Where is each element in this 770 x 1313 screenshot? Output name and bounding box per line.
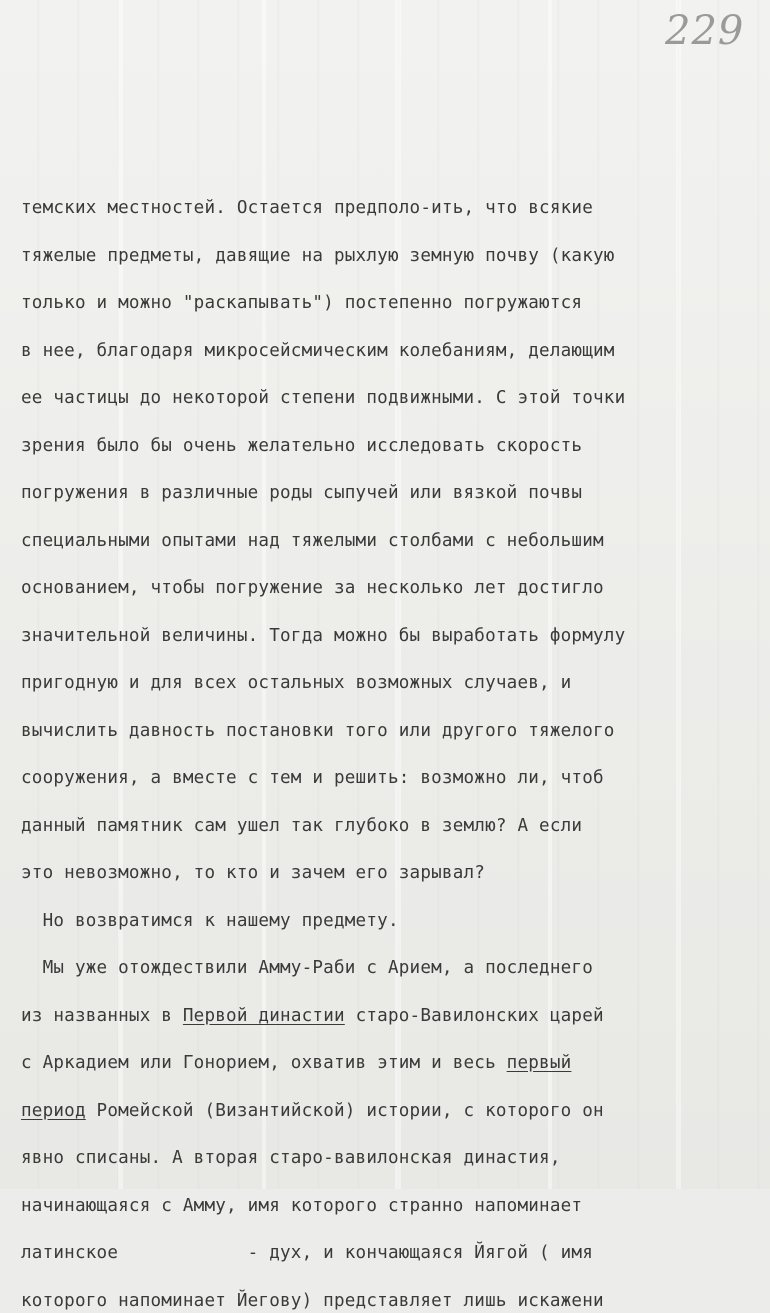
text-line xyxy=(21,481,582,505)
text-segment: это невозможно, то кто и зачем его зарывал? xyxy=(21,863,486,883)
text-segment: ее частицы до некоторой степени подвижными. С этой точки xyxy=(21,388,626,408)
text-segment: в нее, благодаря микросейсмическим колебаниям, делающим xyxy=(21,340,615,361)
underlined-text: период xyxy=(21,1100,86,1121)
text-segment: явно списаны. А вторая старо-вавилонская династия, xyxy=(21,1148,561,1168)
text-line xyxy=(21,244,615,268)
text-line xyxy=(21,861,485,885)
text-line xyxy=(21,1241,593,1265)
text-line xyxy=(21,1194,582,1218)
text-segment: из названных в xyxy=(21,1005,183,1026)
text-segment: только и можно "раскапывать") постепенно погружаются xyxy=(21,293,583,313)
page-number: 229 xyxy=(665,8,745,54)
text-segment: специальными опытами над тяжелыми столбами с небольшим xyxy=(21,530,604,551)
text-line xyxy=(21,529,604,553)
scan-streak xyxy=(676,0,681,1189)
text-line xyxy=(21,196,593,220)
text-segment: погружения в различные роды сыпучей или вязкой почвы xyxy=(21,483,583,503)
text-segment: пригодную и для всех остальных возможных случаев, и xyxy=(21,673,572,693)
text-segment: Ромейской (Византийской) истории, с которого он xyxy=(85,1100,604,1121)
text-line xyxy=(21,1289,604,1313)
text-line xyxy=(21,291,582,315)
text-segment: старо-Вавилонских царей xyxy=(344,1005,604,1026)
underlined-text: первый xyxy=(506,1053,572,1073)
text-segment: начинающаяся с Амму, имя которого странно напоминает xyxy=(21,1195,583,1216)
text-line xyxy=(21,671,571,695)
underlined-text: Первой династии xyxy=(182,1005,345,1026)
text-line xyxy=(21,339,615,363)
text-line xyxy=(21,624,625,648)
text-line xyxy=(21,386,625,410)
text-segment: темских местностей. Остается предполо-ить, что всякие xyxy=(21,198,593,218)
text-segment: основанием, чтобы погружение за несколько лет достигло xyxy=(21,578,604,598)
text-segment: с Аркадием или Гонорием, охватив этим и весь xyxy=(21,1053,507,1073)
text-segment: зрения было бы очень желательно исследовать скорость xyxy=(21,435,583,456)
text-line xyxy=(21,1051,571,1075)
text-line xyxy=(21,909,399,933)
text-segment: Но возвратимся к нашему предмету. xyxy=(21,910,399,931)
text-line xyxy=(21,576,604,600)
text-line xyxy=(21,1146,561,1170)
text-segment: латинское - дух, и кончающаяся Йягой ( имя xyxy=(21,1243,593,1263)
text-segment: которого напоминает Йегову) представляет лишь искажени xyxy=(21,1290,604,1311)
text-line xyxy=(21,434,582,458)
text-segment: данный памятник сам ушел так глубоко в землю? А если xyxy=(21,815,583,836)
text-segment: вычислить давность постановки того или другого тяжелого xyxy=(21,720,615,741)
text-segment: значительной величины. Тогда можно бы выработать формулу xyxy=(21,625,626,646)
text-line xyxy=(21,956,593,980)
text-line xyxy=(21,1004,604,1028)
text-segment: сооружения, а вместе с тем и решить: возможно ли, чтоб xyxy=(21,768,604,788)
text-line xyxy=(21,814,582,838)
text-line xyxy=(21,1099,604,1123)
text-line xyxy=(21,719,615,743)
text-segment: тяжелые предметы, давящие на рыхлую земную почву (какую xyxy=(21,245,615,266)
text-segment: Мы уже отождествили Амму-Раби с Арием, а последнего xyxy=(21,958,593,978)
text-line xyxy=(21,766,604,790)
